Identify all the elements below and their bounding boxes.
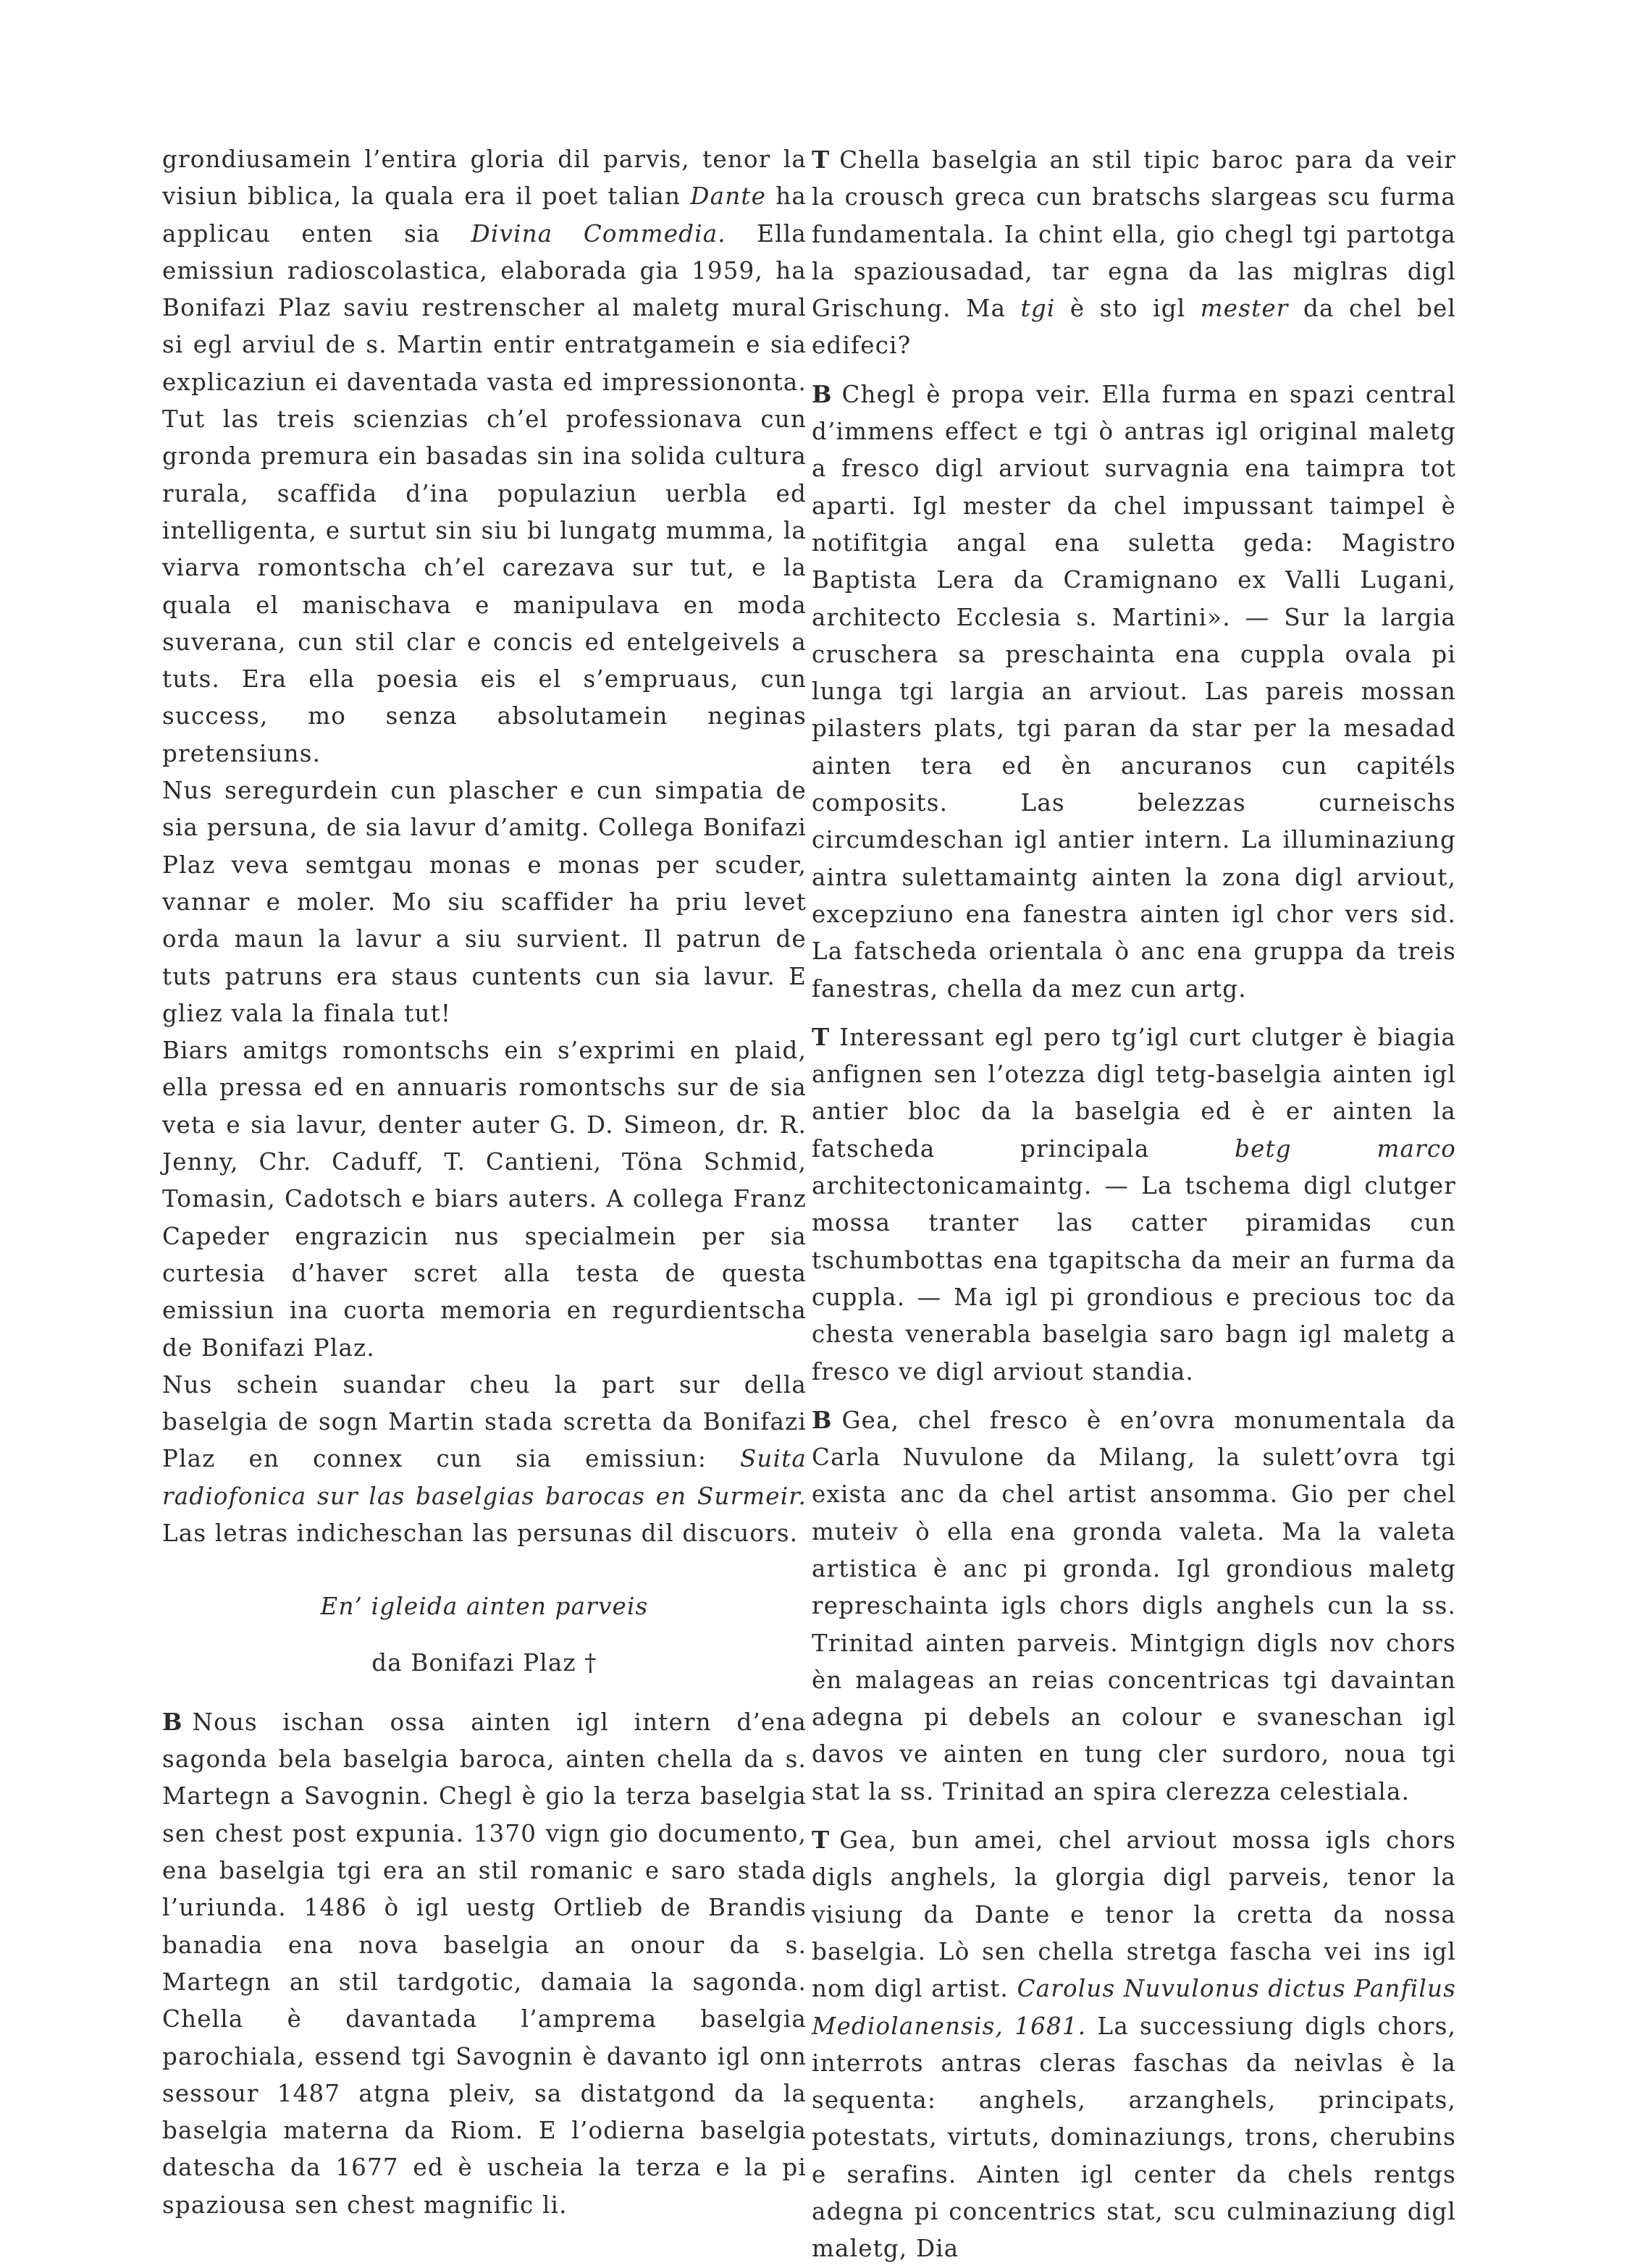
left-column [162, 141, 807, 2224]
speaker-letter: B [812, 379, 832, 408]
speaker-letter: T [812, 146, 830, 174]
paragraph: Nus seregurdein cun plascher e cun simpatia de sia persuna, de sia lavur d’amitg. Collega Bonifazi Plaz veva semtgau monas e monas per scuder, vannar e moler. Mo siu scaffider ha priu levet orda maun la lavur a siu survient. Il patrun de tuts patruns era staus cuntents cun sia lavur. E gliez vala la finala tut! [162, 777, 807, 1027]
dialogue-paragraph: T Interessant egl pero tg’igl curt clutger è biagia anfignen sen l’otezza digl tetg-baselgia ainten igl antier bloc da la baselgia ed è er ainten la fatscheda principala betg marco architectonicamaintg. — La tschema digl clutger mossa tranter las catter piramidas cun tschumbottas ena tgapitscha da meir an furma da cuppla. — Ma igl pi grondious e precious toc da chesta venerabla baselgia saro bagn igl maletg a fresco ve digl arviout standia. [812, 1022, 1456, 1386]
dialogue-paragraph: T Gea, bun amei, chel arviout mossa igls chors digls anghels, la glorgia digl parveis, tenor la visiung da Dante e tenor la cretta da nossa baselgia. Lò sen chella stretga fascha vei ins igl nom digl artist. Carolus Nuvulonus dictus Panfilus Mediolanensis, 1681. La successiung digls chors, interrots antras cleras faschas da neivlas è la sequenta: anghels, arzanghels, principats, potestats, virtuts, dominaziungs, trons, cherubins e serafins. Ainten igl center da chels rentgs adegna pi concentrics stat, scu culminaziung digl maletg, Dia [812, 1826, 1456, 2263]
paragraph: Biars amitgs romontschs ein s’exprimi en plaid, ella pressa ed en annuaris romontschs sur de sia veta e sia lavur, denter auter G. D. Simeon, dr. R. Jenny, Chr. Caduff, T. Cantieni, Töna Schmid, Tomasin, Cadotsch e biars auters. A collega Franz Capeder engrazicin nus specialmein per sia curtesia d’haver scret alla testa de questa emissiun ina cuorta memoria en regurdientscha de Bonifazi Plaz. [162, 1037, 807, 1362]
dialogue-paragraph: B Gea, chel fresco è en’ovra monumentala da Carla Nuvulone da Milang, la sulett’ovra tgi exista anc da chel artist ansomma. Gio per chel muteiv ò ella ena gronda valeta. Ma la valeta artistica è anc pi gronda. Igl grondious maletg represchainta igls chors digls anghels cun la ss. Trinitad ainten parveis. Mintgign digls nov chors èn malageas an reias concentricas tgi davaintan adegna pi debels an colour e svaneschan igl davos ve ainten en tung cler surdoro, noua tgi stat la ss. Trinitad an spira clerezza celestiala. [812, 1405, 1456, 1805]
dialogue-paragraph: B Chegl è propa veir. Ella furma en spazi central d’immens effect e tgi ò antras igl original maletg a fresco digl arviout survagnia ena taimpra tot aparti. Igl mester da chel impussant taimpel è notifitgia angal ena suletta geda: Magistro Baptista Lera da Cramignano ex Valli Lugani, architecto Ecclesia s. Martini». — Sur la largia cruschera sa preschainta ena cuppla ovala pi lunga tgi largia an arviout. Las pareis mossan pilasters plats, tgi paran da star per la mesadad ainten tera ed èn ancuranos cun capitéls composits. Las belezzas curneischs circumdeschan igl antier intern. La illuminaziung aintra sulettamaintg ainten la zona digl arviout, excepziuno ena fanestra ainten igl chor vers sid. La fatscheda orientala ò anc ena gruppa da treis fanestras, chella da mez cun artg. [812, 379, 1456, 1003]
dialogue-paragraph: T Chella baselgia an stil tipic baroc para da veir la crousch greca cun bratschs slargeas scu furma fundamentala. Ia chint ella, gio chegl tgi partotga la spaziousadad, tar egna da las miglras digl Grischung. Ma tgi è sto igl mester da chel bel edifeci? [812, 146, 1456, 360]
right-column [812, 141, 1456, 2268]
section-author: da Bonifazi Plaz † [371, 1648, 597, 1677]
paragraph: Nus schein suandar cheu la part sur della baselgia de sogn Martin stada scretta da Bonifazi Plaz en connex cun sia emissiun: Suita radiofonica sur las baselgias barocas en Surmeir. Las letras indicheschan las persunas dil discuors. [162, 1370, 807, 1547]
section-title: En’ igleida ainten parveis [320, 1593, 649, 1621]
paragraph: grondiusamein l’entira gloria dil parvis, tenor la visiun biblica, la quala era il poet talian Dante ha applicau enten sia Divina Commedia. Ella emissiun radioscolastica, elaborada gia 1959, ha Bonifazi Plaz saviu restrenscher al maletg mural si egl arviul de s. Martin entir entratgamein e sia explicaziun ei daventada vasta ed impressiononta. Tut las treis scienzias ch’el professionava cun gronda premura ein basadas sin ina solida cultura rurala, scaffida d’ina populaziun uerbla ed intelligenta, e surtut sin siu bi lungatg mumma, la viarva romontscha ch’el carezava sur tut, e la quala el manischava e manipulava en moda suverana, cun stil clar e concis ed entelgeivels a tuts. Era ella poesia eis el s’empruaus, cun success, mo senza absolutamein neginas pretensiuns. [162, 146, 807, 767]
speaker-letter: B [162, 1707, 182, 1736]
speaker-letter: T [812, 1826, 830, 1855]
speaker-letter: T [812, 1022, 830, 1051]
dialogue-paragraph: B Nous ischan ossa ainten igl intern d’ena sagonda bela baselgia baroca, ainten chella da s. Martegn a Savognin. Chegl è gio la terza baselgia sen chest post expunia. 1370 vign gio documento, ena baselgia tgi era an stil romanic e saro stada l’uriunda. 1486 ò igl uestg Ortlieb de Brandis banadia ena nova baselgia an onour da s. Martegn an stil tardgotic, damaia la sagonda. Chella è davantada l’amprema baselgia parochiala, essend tgi Savognin è davanto igl onn sessour 1487 atgna pleiv, sa distatgond da la baselgia materna da Riom. E l’odierna baselgia datescha da 1677 ed è uscheia la terza e la pi spaziousa sen chest magnific li. [162, 1707, 807, 2219]
speaker-letter: B [812, 1405, 832, 1434]
